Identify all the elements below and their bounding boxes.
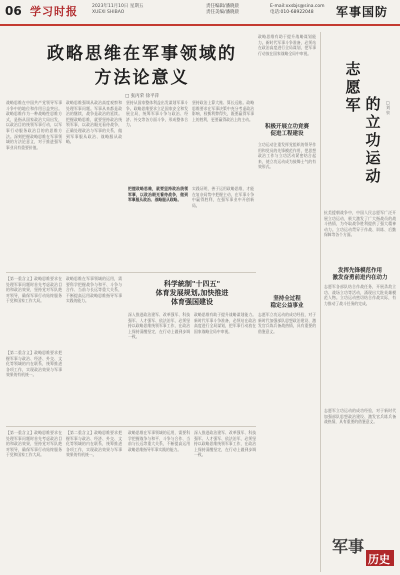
article-col-b: 坚持从国家整体利益出发谋划军事斗争。政略思维要求立足国家安全和发展全局，统筹军事斗争与政治、经济、外交等各方面斗争，形成整体合力。 (126, 100, 188, 128)
bottom-text-b: 【第二重含义】政略思维要求把握军事与政治、经济、外交、文化等领域的内在联系，统筹推进各项工作，实现政治效果与军事效果的有机统一。 (66, 430, 122, 458)
feature-col-1: 抗美援朝战争中，中国人民志愿军广泛开展立功运动，极大激发了广大指战员的战斗热情，为夺取战争胜利提供了强大精神动力。立功运动贯穿于作战、训练、后勤保障等各个方面。 (324, 210, 396, 238)
headline (22, 42, 262, 90)
subhead-right-3: 发挥先锋模范作用 激发奋勇前进内在动力 (332, 268, 388, 281)
subhead-right-1: 积极开展立功竞赛 促进工程建设 (264, 124, 309, 137)
pull-quote: 把握政略思维，就要坚持政治统领军事，以政治眼光看待战争，做到军事服从政治、战略服从政略。 (128, 186, 188, 203)
lower-text-c: 政略思维在军事领域的运用，需要科学把握战争与和平、斗争与合作、当前与长远等重大关系，不断提高运用政略思维指导军事实践的能力。 (66, 276, 122, 304)
bottom-text-a: 【第一重含义】政略思维要求在处理军事问题时首先考虑政治目的和政治效果，坚持党对军队绝对领导，确保军事行动始终服务于党和国家工作大局。 (6, 430, 62, 458)
feature-col-4: 志愿军立功运动的成功经验，对于新时代加强部队思想政治建设、激发官兵练兵备战热情，具有重要的借鉴意义。 (324, 408, 396, 425)
pub-date-cn: 2023年11月10日 星期五 (92, 4, 144, 9)
paper-name: 学习时报 (30, 5, 78, 18)
article-lead: 战略思维在中国共产党领导军事斗争中的地位和作用日益突出。政略思维作为一种战略性思维方式，是指从国家政治大局出发，以政治目的统领军事行动，以军事行动服务政治目的的思维方法。深刻把握政略思维在军事领域的方法论意义，对于推进强军事业具有重要价值。 (6, 100, 62, 150)
section-divider-2 (6, 426, 256, 427)
contact: E-mail:xxsbjs@sina.com 电话:010-68922048 (270, 4, 325, 15)
headline-line-2: 方法论意义 (94, 68, 190, 88)
headline-line-1: 政略思维在军事领域的 (47, 44, 237, 64)
article-col-a: 政略思维强调从政治高度观察和处理军事问题。军事从来都是政治的继续，战争是政治的延续。把握政略思维，就要坚持政治统领军事，以政治眼光看待战争，正确处理政治与军事的关系，做到军事服从政治、战略服从政略。 (66, 100, 122, 145)
masthead (0, 0, 400, 26)
military-history-logo (330, 526, 396, 570)
article-col-c: 坚持政治上算大账、算长远账。政略思维要求在军事决策中充分考虑政治影响，权衡利弊得失，既要赢得军事上的胜利，更要赢得政治上的主动。 (192, 100, 254, 122)
lower-text-d: 深入推进政治建军、改革强军、科技强军、人才强军、依法治军，必须坚持以政略思维统领军事工作，在政治上保持清醒坚定，在行动上做到步调一致。 (128, 312, 190, 340)
logo-text-b: 历史 (368, 553, 390, 566)
subhead-right-2: 坚持全过程 稳定公益事业 (270, 296, 304, 309)
lower-text-f: 志愿军立功运动的成功经验，对于新时代加强部队思想政治建设、激发官兵练兵备战热情，具有重要的借鉴意义。 (258, 312, 316, 334)
subhead-mid: 科学統制"十四五" 体育发展规划,加快推进 体育强国建设 (155, 280, 229, 306)
feature-title-a: 志愿军 (345, 60, 361, 114)
page-number: 06 (5, 4, 22, 18)
article-col-e: 实践证明，善于运用政略思维，才能在复杂局势中把握主动，在军事斗争中赢得胜利，在强军事业中开创新局。 (192, 186, 254, 208)
feature-col-2: 志愿军各部队结合作战任务，开展杀敌立功、战场立功等活动，涌现出大批英雄模范人物。立功运动密切结合作战实际，有力推动了战斗任务的完成。 (324, 284, 396, 306)
masthead-rule (0, 24, 400, 26)
logo-text-a: 军事 (332, 537, 365, 556)
article-right-col: 立功运动注重发挥党组织的领导作用和党员的先锋模范作用，把思想政治工作与立功活动紧密结合起来，使立功运动成为鼓舞士气的有效形式。 (258, 142, 316, 170)
pub-date-en: XUEXI SHIBAO (92, 10, 125, 15)
bottom-text-c: 政略思维在军事领域的运用，需要科学把握战争与和平、斗争与合作、当前与长远等重大关系，不断提高运用政略思维指导军事实践的能力。 (128, 430, 190, 452)
editors: 责任编辑/潘晓晨 责任美编/潘晓晨 (206, 4, 240, 15)
bottom-text-d: 深入推进政治建军、改革强军、科技强军、人才强军、依法治军，必须坚持以政略思维统领军事工作，在政治上保持清醒坚定，在行动上做到步调一致。 (194, 430, 256, 458)
byline: □ 张丙荣 徐平萍 (124, 94, 160, 99)
article-col-d: 政略思维有助于提升战略谋划能力。新时代军事斗争准备，必须站在政治高度进行全局谋划，把军事行动放在国家战略全局中审视。 (258, 34, 316, 56)
section-title: 军事国防 (336, 5, 389, 19)
feature-title-b: 的立功运动 (365, 95, 381, 185)
lower-text-b: 【第二重含义】政略思维要求把握军事与政治、经济、外交、文化等领域的内在联系，统筹推进各项工作，实现政治效果与军事效果的有机统一。 (6, 350, 62, 378)
feature-author: □ 刘 泉 (386, 100, 390, 115)
column-divider (320, 32, 321, 572)
lower-text-e: 政略思维有助于提升战略谋划能力。新时代军事斗争准备，必须站在政治高度进行全局谋划，把军事行动放在国家战略全局中审视。 (194, 312, 256, 334)
lower-text-a: 【第一重含义】政略思维要求在处理军事问题时首先考虑政治目的和政治效果，坚持党对军队绝对领导，确保军事行动始终服务于党和国家工作大局。 (6, 276, 62, 304)
publication-date (92, 4, 182, 16)
section-divider (6, 272, 256, 273)
